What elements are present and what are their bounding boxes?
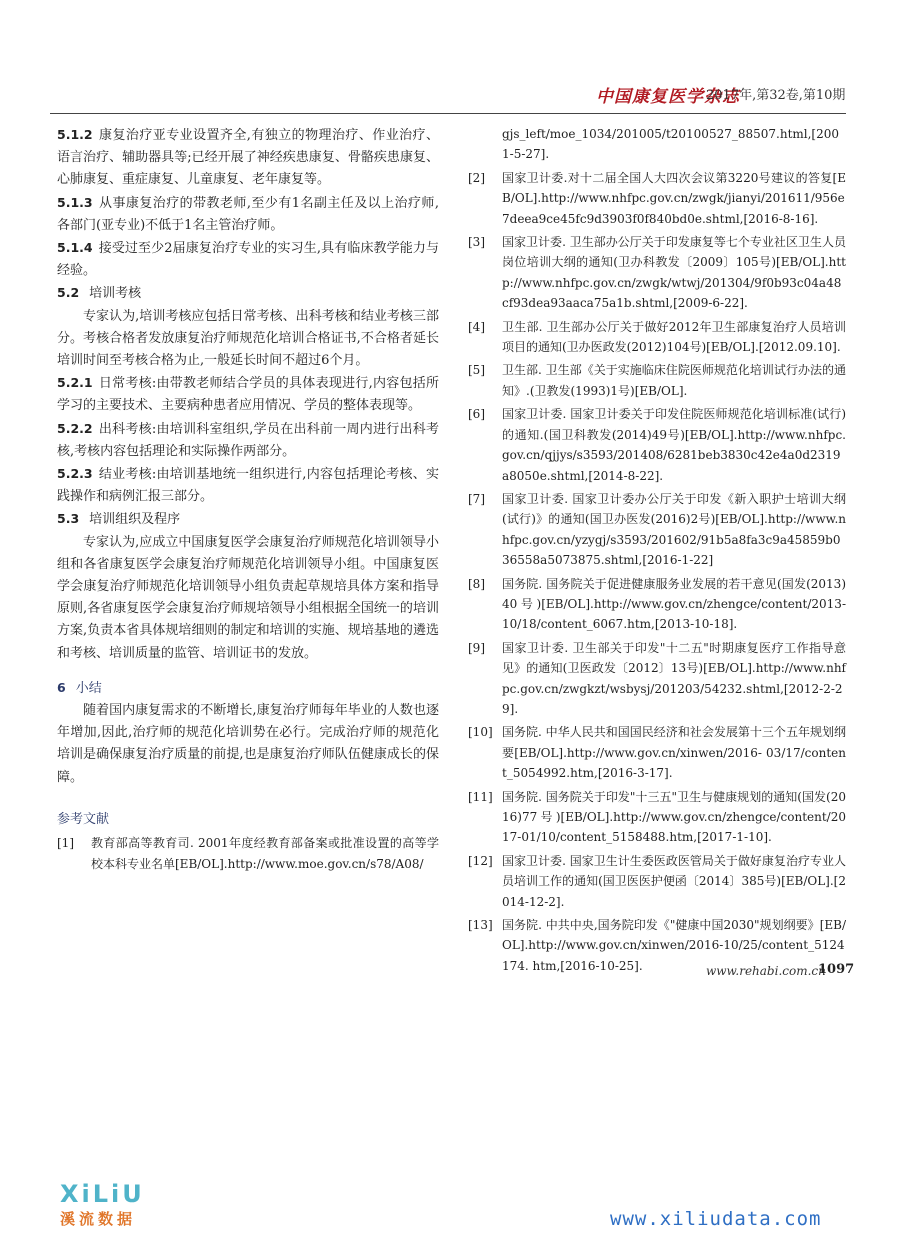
section-text: 结业考核:由培训基地统一组织进行,内容包括理论考核、实践操作和病例汇报三部分。 xyxy=(57,467,439,505)
reference-text: 国家卫计委.对十二届全国人大四次会议第3220号建议的答复[EB/OL].http://www.nhfpc.gov.cn/zwgk/jianyi/201611/956e7deea9ce45fc9d3903f0f840bd0e.shtml,[2016-8-16]. xyxy=(502,170,846,226)
section-text: 从事康复治疗的带教老师,至少有1名副主任及以上治疗师,各部门(亚专业)不低于1名主管治疗师。 xyxy=(57,195,439,233)
reference-item xyxy=(468,232,846,314)
section-text: 康复治疗亚专业设置齐全,有独立的物理治疗、作业治疗、语言治疗、辅助器具等;已经开展了神经疾患康复、骨骼疾患康复、心肺康复、重症康复、儿童康复、老年康复等。 xyxy=(57,128,439,188)
section-text: 接受过至少2届康复治疗专业的实习生,具有临床教学能力与经验。 xyxy=(57,241,439,279)
issue-info: 2017年,第32卷,第10期 xyxy=(706,88,846,103)
reference-text: 国家卫计委. 国家卫计委办公厅关于印发《新入职护士培训大纲(试行)》的通知(国卫办医发(2016)2号)[EB/OL].http://www.nhfpc.gov.cn/yzygj/s3593/201602/91b5a8fa3c9a45859b036558a5073875.shtml,[2016-1-22] xyxy=(502,491,846,568)
reference-text: 国家卫计委. 卫生部关于印发"十二五"时期康复医疗工作指导意见》的通知(卫医政发〔2012〕13号)[EB/OL].http://www.nhfpc.gov.cn/zwgkzt/wsbysj/201203/54232.shtml,[2012-2-29]. xyxy=(502,640,846,716)
footer-website: www.rehabi.com.cn xyxy=(706,964,826,978)
section-number: 5.2.1 xyxy=(57,375,93,391)
reference-number: [9] xyxy=(468,640,485,655)
reference-text: 国务院. 国务院关于印发"十三五"卫生与健康规划的通知(国发(2016)77号)[EB/OL].http://www.gov.cn/zhengce/content/2017-01/10/content_5158488.htm,[2017-1-10]. xyxy=(502,789,846,845)
reference-text: 国务院. 中共中央,国务院印发《"健康中国2030"规划纲要》[EB/OL].http://www.gov.cn/xinwen/2016-10/25/content_5124174. htm,[2016-10-25]. xyxy=(502,918,846,973)
section-5-2-2 xyxy=(57,418,439,463)
heading-5-2 xyxy=(57,282,439,305)
section-number: 6 xyxy=(57,679,66,695)
reference-number: [5] xyxy=(468,363,485,378)
section-number: 5.1.4 xyxy=(57,240,93,256)
reference-number: [10] xyxy=(468,725,493,740)
section-text: 出科考核:由培训科室组织,学员在出科前一周内进行出科考核,考核内容包括理论和实际操作两部分。 xyxy=(57,421,439,459)
section-text: 日常考核:由带教老师结合学员的具体表现进行,内容包括所学习的主要技术、主要病种患者应用情况、学员的整体表现等。 xyxy=(57,376,439,414)
reference-item xyxy=(468,360,846,401)
reference-text: gjs_left/moe_1034/201005/t20100527_88507.html,[2001-5-27]. xyxy=(502,127,840,162)
journal-name: 中国康复医学杂志 xyxy=(596,87,740,107)
running-header xyxy=(596,80,846,106)
reference-item xyxy=(468,722,846,783)
reference-number: [3] xyxy=(468,235,485,250)
reference-continuation xyxy=(468,124,846,165)
reference-number: [13] xyxy=(468,918,493,933)
logo-latin-text: XiLiU xyxy=(60,1180,145,1208)
section-number: 5.1.3 xyxy=(57,194,93,210)
reference-item xyxy=(468,404,846,486)
reference-item xyxy=(468,851,846,912)
section-5-1-2 xyxy=(57,124,439,192)
reference-text: 卫生部. 卫生部《关于实施临床住院医师规范化培训试行办法的通知》.(卫教发(1993)1号)[EB/OL]. xyxy=(502,363,846,398)
section-5-2-1 xyxy=(57,372,439,417)
watermark-url: www.xiliudata.com xyxy=(610,1208,822,1230)
reference-text: 卫生部. 卫生部办公厅关于做好2012年卫生部康复治疗人员培训项目的通知(卫办医政发(2012)104号)[EB/OL].[2012.09.10]. xyxy=(502,319,846,355)
reference-number: [12] xyxy=(468,853,493,868)
reference-item xyxy=(468,574,846,635)
heading-6 xyxy=(57,677,439,700)
section-number: 5.2.2 xyxy=(57,420,93,436)
section-number: 5.2.3 xyxy=(57,466,93,482)
heading-5-3 xyxy=(57,508,439,531)
reference-number: [11] xyxy=(468,789,493,804)
reference-item xyxy=(468,638,846,720)
section-number: 5.1.2 xyxy=(57,127,93,142)
reference-item xyxy=(468,317,846,358)
reference-text: 国家卫计委. 国家卫计委关于印发住院医师规范化培训标准(试行)的通知.(国卫科教发(2014)49号)[EB/OL].http://www.nhfpc.gov.cn/qjjys/s3593/201408/6281beb3830c42e4a0d2319a8050e.shtml,[2014-8-22]. xyxy=(502,407,846,483)
reference-number: [2] xyxy=(468,170,485,185)
reference-item xyxy=(57,833,439,874)
left-column xyxy=(57,124,439,877)
reference-item xyxy=(468,489,846,571)
reference-text: 教育部高等教育司. 2001年度经教育部备案或批准设置的高等学校本科专业名单[EB/OL].http://www.moe.gov.cn/s78/A08/ xyxy=(91,836,439,871)
section-5-2-3 xyxy=(57,463,439,508)
section-number: 5.3 xyxy=(57,511,80,527)
reference-text: 国务院. 中华人民共和国国民经济和社会发展第十三个五年规划纲要[EB/OL].http://www.gov.cn/xinwen/2016- 03/17/content_5054992.htm,[2016-3-17]. xyxy=(502,725,846,781)
section-5-1-3 xyxy=(57,192,439,237)
logo-chinese-text: 溪流数据 xyxy=(60,1210,137,1228)
reference-text: 国家卫计委. 国家卫生计生委医政医管局关于做好康复治疗专业人员培训工作的通知(国卫医医护便函〔2014〕385号)[EB/OL].[2014-12-2]. xyxy=(502,853,846,909)
reference-number: [6] xyxy=(468,407,485,422)
page-number: 1097 xyxy=(818,962,855,977)
heading-text: 小结 xyxy=(75,680,102,696)
reference-number: [1] xyxy=(57,836,74,851)
reference-text: 国务院. 国务院关于促进健康服务业发展的若干意见(国发(2013)40号)[EB/OL].http://www.gov.cn/zhengce/content/2013-10/18/content_6067.htm,[2013-10-18]. xyxy=(502,576,846,632)
section-number: 5.2 xyxy=(57,285,80,301)
right-column xyxy=(468,124,846,979)
reference-number: [4] xyxy=(468,319,485,334)
reference-item xyxy=(468,787,846,848)
paragraph-5-2: 专家认为,培训考核应包括日常考核、出科考核和结业考核三部分。考核合格者发放康复治疗师规范化培训合格证书,不合格者延长培训时间至考核合格为止,一般延长时间不超过6个月。 xyxy=(57,308,439,369)
reference-item xyxy=(468,168,846,229)
heading-text: 培训考核 xyxy=(89,286,142,302)
header-rule xyxy=(50,113,846,114)
paragraph-5-3: 专家认为,应成立中国康复医学会康复治疗师规范化培训领导小组和各省康复医学会康复治疗师规范化培训领导小组。中国康复医学会康复治疗师规范化培训领导小组负责起草规培具体方案和指导原则,各省康复医学会康复治疗师规培领导小组根据全国统一的培训方案,负责本省具体规培细则的制定和培训的实施、规培基地的遴选和考核、培训质量的监管、培训证书的发放。 xyxy=(57,534,439,661)
references-heading: 参考文献 xyxy=(57,811,110,827)
reference-number: [7] xyxy=(468,491,485,506)
section-5-1-4 xyxy=(57,237,439,282)
xiliu-logo xyxy=(60,1180,160,1230)
reference-text: 国家卫计委. 卫生部办公厅关于印发康复等七个专业社区卫生人员岗位培训大纲的通知(卫办科教发〔2009〕105号)[EB/OL].http://www.nhfpc.gov.cn/zwgk/wtwj/201304/9f0b93c04a48cf93dea93aaca75a1b.shtml,[2009-6-22]. xyxy=(502,235,846,311)
heading-text: 培训组织及程序 xyxy=(89,512,181,528)
reference-number: [8] xyxy=(468,576,485,591)
paragraph-6: 随着国内康复需求的不断增长,康复治疗师每年毕业的人数也逐年增加,因此,治疗师的规范化培训势在必行。完成治疗师的规范化培训是确保康复治疗质量的前提,也是康复治疗师队伍健康成长的保障。 xyxy=(57,703,439,785)
